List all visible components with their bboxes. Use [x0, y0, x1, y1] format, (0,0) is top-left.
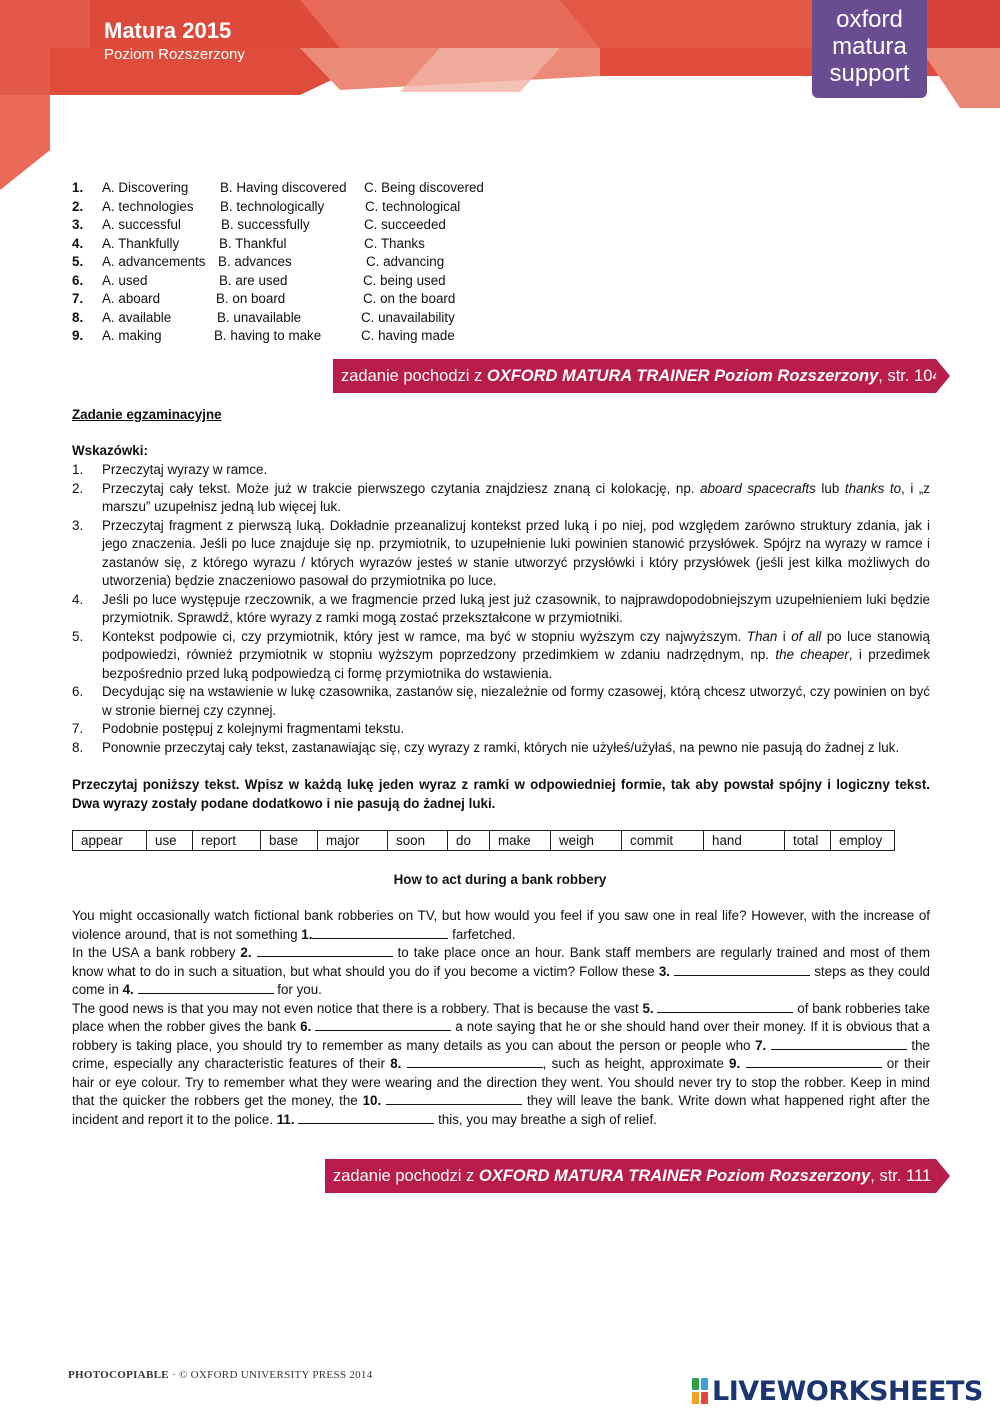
hint-number: 8.	[72, 739, 84, 755]
story-segment: steps as they could come in	[72, 963, 930, 997]
option-number: 5.	[72, 254, 84, 269]
option-b: B. Having discovered	[220, 180, 347, 195]
hint-example: of all	[791, 628, 822, 644]
hint-number: 6.	[72, 684, 84, 699]
hint-example: Than	[746, 628, 778, 644]
hint-text: , i „z marszu” uzupełnisz jedną lub więcej luk.	[102, 480, 931, 514]
liveworksheets-logo-icon	[692, 1378, 708, 1404]
gap-number: 4.	[122, 982, 134, 997]
story-segment: for you.	[273, 982, 322, 997]
word-box-item: make	[490, 831, 551, 851]
word-box-item: appear	[73, 831, 147, 851]
copyright-text: · © OXFORD UNIVERSITY PRESS 2014	[168, 1369, 373, 1381]
source-banner	[325, 1159, 936, 1193]
option-row	[72, 254, 532, 273]
option-a: A. available	[102, 309, 172, 325]
word-box-item: major	[318, 831, 388, 851]
word-box-item: commit	[622, 831, 704, 851]
hint-text: lub	[815, 480, 845, 496]
gap-blank[interactable]	[312, 927, 448, 939]
banner-source: OXFORD MATURA TRAINER Poziom Rozszerzony	[478, 1167, 871, 1185]
option-b: B. having to make	[214, 328, 322, 343]
option-row	[72, 310, 532, 329]
option-a: A. used	[102, 272, 148, 288]
header-title: Matura 2015	[104, 18, 232, 43]
option-a: A. making	[102, 328, 162, 343]
story-segment: , such as height, approximate	[542, 1056, 730, 1071]
story-title: How to act during a bank robbery	[393, 872, 607, 887]
option-b: B. on board	[216, 291, 286, 306]
gap-number: 2.	[240, 945, 252, 960]
hint-item	[72, 591, 930, 628]
hint-item	[72, 683, 930, 720]
hint-text: Kontekst podpowie ci, czy przymiotnik, który jest w ramce, ma być w stopniu wyższym czy najwyższym.	[102, 628, 747, 644]
option-b: B. successfully	[221, 217, 310, 232]
gap-blank[interactable]	[657, 1001, 793, 1013]
option-b: B. advances	[218, 254, 292, 269]
option-number: 6.	[72, 272, 84, 288]
story-segment: or their hair or eye colour. Try to remember what they were wearing and the direction they went. You should never try to stop the robber. Keep in mind that the quicker the robbers get the money, the	[72, 1056, 930, 1108]
banner-prefix: zadanie pochodzi z	[341, 367, 487, 385]
logo-line: matura	[832, 33, 907, 60]
word-box-item: weigh	[551, 831, 622, 851]
gap-blank[interactable]	[298, 1112, 434, 1124]
option-row	[72, 273, 532, 292]
liveworksheets-wordmark: LIVEWORKSHEETS	[712, 1375, 983, 1407]
option-number: 4.	[72, 235, 84, 251]
hint-text: Decydując się na wstawienie w lukę czasownika, zastanów się, niezależnie od formy czasowej, którą chcesz utworzyć, czy powinien on być w stronie biernej czy czynnej.	[102, 684, 930, 718]
story-segment: farfetched.	[448, 926, 516, 942]
option-row	[72, 180, 532, 199]
option-c: C. on the board	[363, 291, 456, 306]
option-b: B. unavailable	[217, 309, 302, 325]
option-a: A. aboard	[102, 291, 161, 306]
gap-number: 10.	[362, 1093, 382, 1108]
story-text	[72, 907, 930, 1129]
word-box	[72, 830, 895, 851]
option-number: 1.	[72, 180, 84, 195]
option-c: C. succeeded	[364, 217, 446, 232]
hint-item	[72, 461, 930, 480]
word-box-item: report	[193, 831, 261, 851]
answer-options-list	[72, 180, 532, 347]
option-row	[72, 199, 532, 218]
option-c: C. advancing	[366, 254, 445, 269]
option-b: B. Thankful	[219, 235, 287, 251]
story-segment: this, you may breathe a sigh of relief.	[434, 1111, 657, 1127]
option-number: 3.	[72, 217, 84, 232]
option-number: 8.	[72, 309, 84, 325]
header-subtitle: Poziom Rozszerzony	[104, 46, 245, 63]
gap-blank[interactable]	[746, 1056, 882, 1068]
hint-item	[72, 739, 930, 758]
banner-suffix: , str. 104	[878, 367, 942, 385]
story-segment: to take place once an hour. Bank staff members are regularly trained and most of them know what to do in such a situation, but what should you do if you become a victim? Follow these	[72, 945, 930, 979]
task-instruction: Przeczytaj poniższy tekst. Wpisz w każdą lukę jeden wyraz z ramki w odpowiedniej formie, tak aby powstał spójny i logiczny tekst. Dwa wyrazy zostały podane dodatkowo i nie pasują do żadnej luki.	[72, 777, 930, 811]
option-row	[72, 291, 532, 310]
photocopiable-label: PHOTOCOPIABLE	[68, 1369, 169, 1381]
story-segment: a note saying that he or she should hand over their money. If it is obvious that a robbery is taking place, you should try to remember as many details as you can about the person or people who	[72, 1019, 930, 1053]
option-a: A. technologies	[102, 198, 194, 214]
gap-blank[interactable]	[386, 1093, 522, 1105]
gap-blank[interactable]	[138, 982, 274, 994]
gap-number: 9.	[729, 1056, 741, 1071]
oxford-matura-support-logo	[812, 0, 927, 98]
option-c: C. having made	[361, 328, 455, 343]
option-row	[72, 328, 532, 347]
gap-number: 7.	[755, 1037, 767, 1053]
option-number: 7.	[72, 291, 84, 306]
section-title: Zadanie egzaminacyjne	[72, 407, 222, 422]
hint-text: i	[777, 628, 792, 644]
hint-text: Przeczytaj fragment z pierwszą luką. Dokładnie przeanalizuj kontekst przed luką i po niej, pod względem zarówno struktury zdania, jak i jego znaczenia. Jeśli po luce znajduje się np. przymiotnik, to uzupełnienie luki powinien stanowić przysłówek. Spójrz na wyrazy w ramce i zastanów się, z którego wyrazu / których wyrazów jesteś w stanie utworzyć przysłówki i który przysłówek (jeśli jest kilka możliwych do utworzenia) będzie znaczeniowo pasował do przymiotnika po luce.	[102, 517, 930, 588]
hint-number: 3.	[72, 517, 84, 533]
option-a: A. advancements	[102, 254, 206, 269]
hint-text: Przeczytaj wyrazy w ramce.	[102, 462, 268, 477]
source-banner	[333, 359, 942, 393]
hint-text: , i przedimek bezpośrednio przed luką podpowiedzą ci formę przymiotnika do wstawienia.	[102, 647, 931, 681]
word-box-item: hand	[704, 831, 785, 851]
option-row	[72, 217, 532, 236]
word-box-item: do	[448, 831, 490, 851]
gap-blank[interactable]	[407, 1056, 543, 1068]
gap-number: 6.	[300, 1019, 312, 1034]
story-segment: In the USA a bank robbery	[72, 945, 241, 960]
story-segment: of bank robberies take place when the robber gives the bank	[72, 1000, 930, 1034]
gap-blank[interactable]	[257, 945, 393, 957]
banner-suffix: , str. 111	[870, 1167, 932, 1185]
hint-number: 7.	[72, 721, 84, 736]
gap-number: 11.	[276, 1111, 295, 1127]
gap-number: 3.	[658, 963, 670, 979]
hint-example: the cheaper	[775, 647, 849, 662]
hint-number: 2.	[72, 480, 84, 496]
hint-item	[72, 480, 930, 517]
story-segment: the crime, especially any characteristic features of their	[72, 1037, 930, 1071]
logo-line: support	[829, 60, 910, 87]
copyright-footer	[68, 1369, 373, 1381]
hints-title: Wskazówki:	[72, 443, 148, 458]
word-box-item: use	[147, 831, 193, 851]
hints-list	[72, 461, 930, 757]
hint-item	[72, 517, 930, 591]
hint-example: thanks to	[844, 480, 902, 496]
option-a: A. Discovering	[102, 180, 189, 195]
hint-number: 1.	[72, 462, 84, 477]
hint-text: Przeczytaj cały tekst. Może już w trakcie pierwszego czytania znajdziesz znaną ci kolokację, np.	[102, 480, 701, 496]
option-a: A. Thankfully	[102, 235, 180, 251]
word-box-item: soon	[388, 831, 448, 851]
option-c: C. unavailability	[361, 309, 455, 325]
hint-item	[72, 628, 930, 684]
hint-text: Ponownie przeczytaj cały tekst, zastanawiając się, czy wyrazy z ramki, których nie użyłeś/użyłaś, na pewno nie pasują do żadnej z luk.	[102, 739, 900, 755]
option-b: B. technologically	[220, 198, 325, 214]
word-box-item: base	[261, 831, 318, 851]
option-c: C. Being discovered	[364, 180, 484, 195]
word-box-item: total	[785, 831, 831, 851]
option-c: C. technological	[365, 198, 461, 214]
story-segment: You might occasionally watch fictional bank robberies on TV, but how would you feel if you saw one in real life? However, with the increase of violence around, that is not something	[72, 908, 930, 942]
option-number: 9.	[72, 328, 84, 343]
banner-source: OXFORD MATURA TRAINER Poziom Rozszerzony	[486, 367, 879, 385]
hint-text: Podobnie postępuj z kolejnymi fragmentami tekstu.	[102, 721, 405, 736]
gap-blank[interactable]	[315, 1019, 451, 1031]
gap-number: 1.	[301, 926, 313, 942]
logo-line: oxford	[836, 6, 903, 33]
option-b: B. are used	[219, 272, 288, 288]
story-segment: they will leave the bank. Write down what happened right after the incident and report it to the police.	[72, 1093, 930, 1127]
hint-text: po luce stanowią podpowiedzi, również przymiotnik w stopniu wyższym poprzedzony przedimkiem w zdaniu nadrzędnym, np.	[102, 628, 930, 662]
gap-blank[interactable]	[771, 1038, 907, 1050]
gap-blank[interactable]	[674, 964, 810, 976]
gap-number: 5.	[642, 1000, 654, 1016]
option-a: A. successful	[102, 217, 181, 232]
story-segment: The good news is that you may not even notice that there is a robbery. That is because the vast	[72, 1000, 643, 1016]
option-c: C. being used	[363, 272, 446, 288]
hint-text: Jeśli po luce występuje rzeczownik, a we fragmencie przed luką jest już czasownik, to najprawdopodobniejszym uzupełnieniem luki będzie przymiotnik. Sprawdź, które wyrazy z ramki mogą zostać przekształcone w przymiotniki.	[102, 591, 930, 625]
hint-item	[72, 720, 930, 739]
option-c: C. Thanks	[364, 235, 425, 251]
option-row	[72, 236, 532, 255]
liveworksheets-brand	[692, 1376, 983, 1406]
hint-number: 5.	[72, 628, 84, 644]
gap-number: 8.	[390, 1056, 402, 1071]
banner-prefix: zadanie pochodzi z	[333, 1167, 479, 1185]
hint-example: aboard spacecrafts	[700, 480, 816, 496]
option-number: 2.	[72, 198, 84, 214]
word-box-item: employ	[831, 831, 895, 851]
hint-number: 4.	[72, 591, 84, 607]
